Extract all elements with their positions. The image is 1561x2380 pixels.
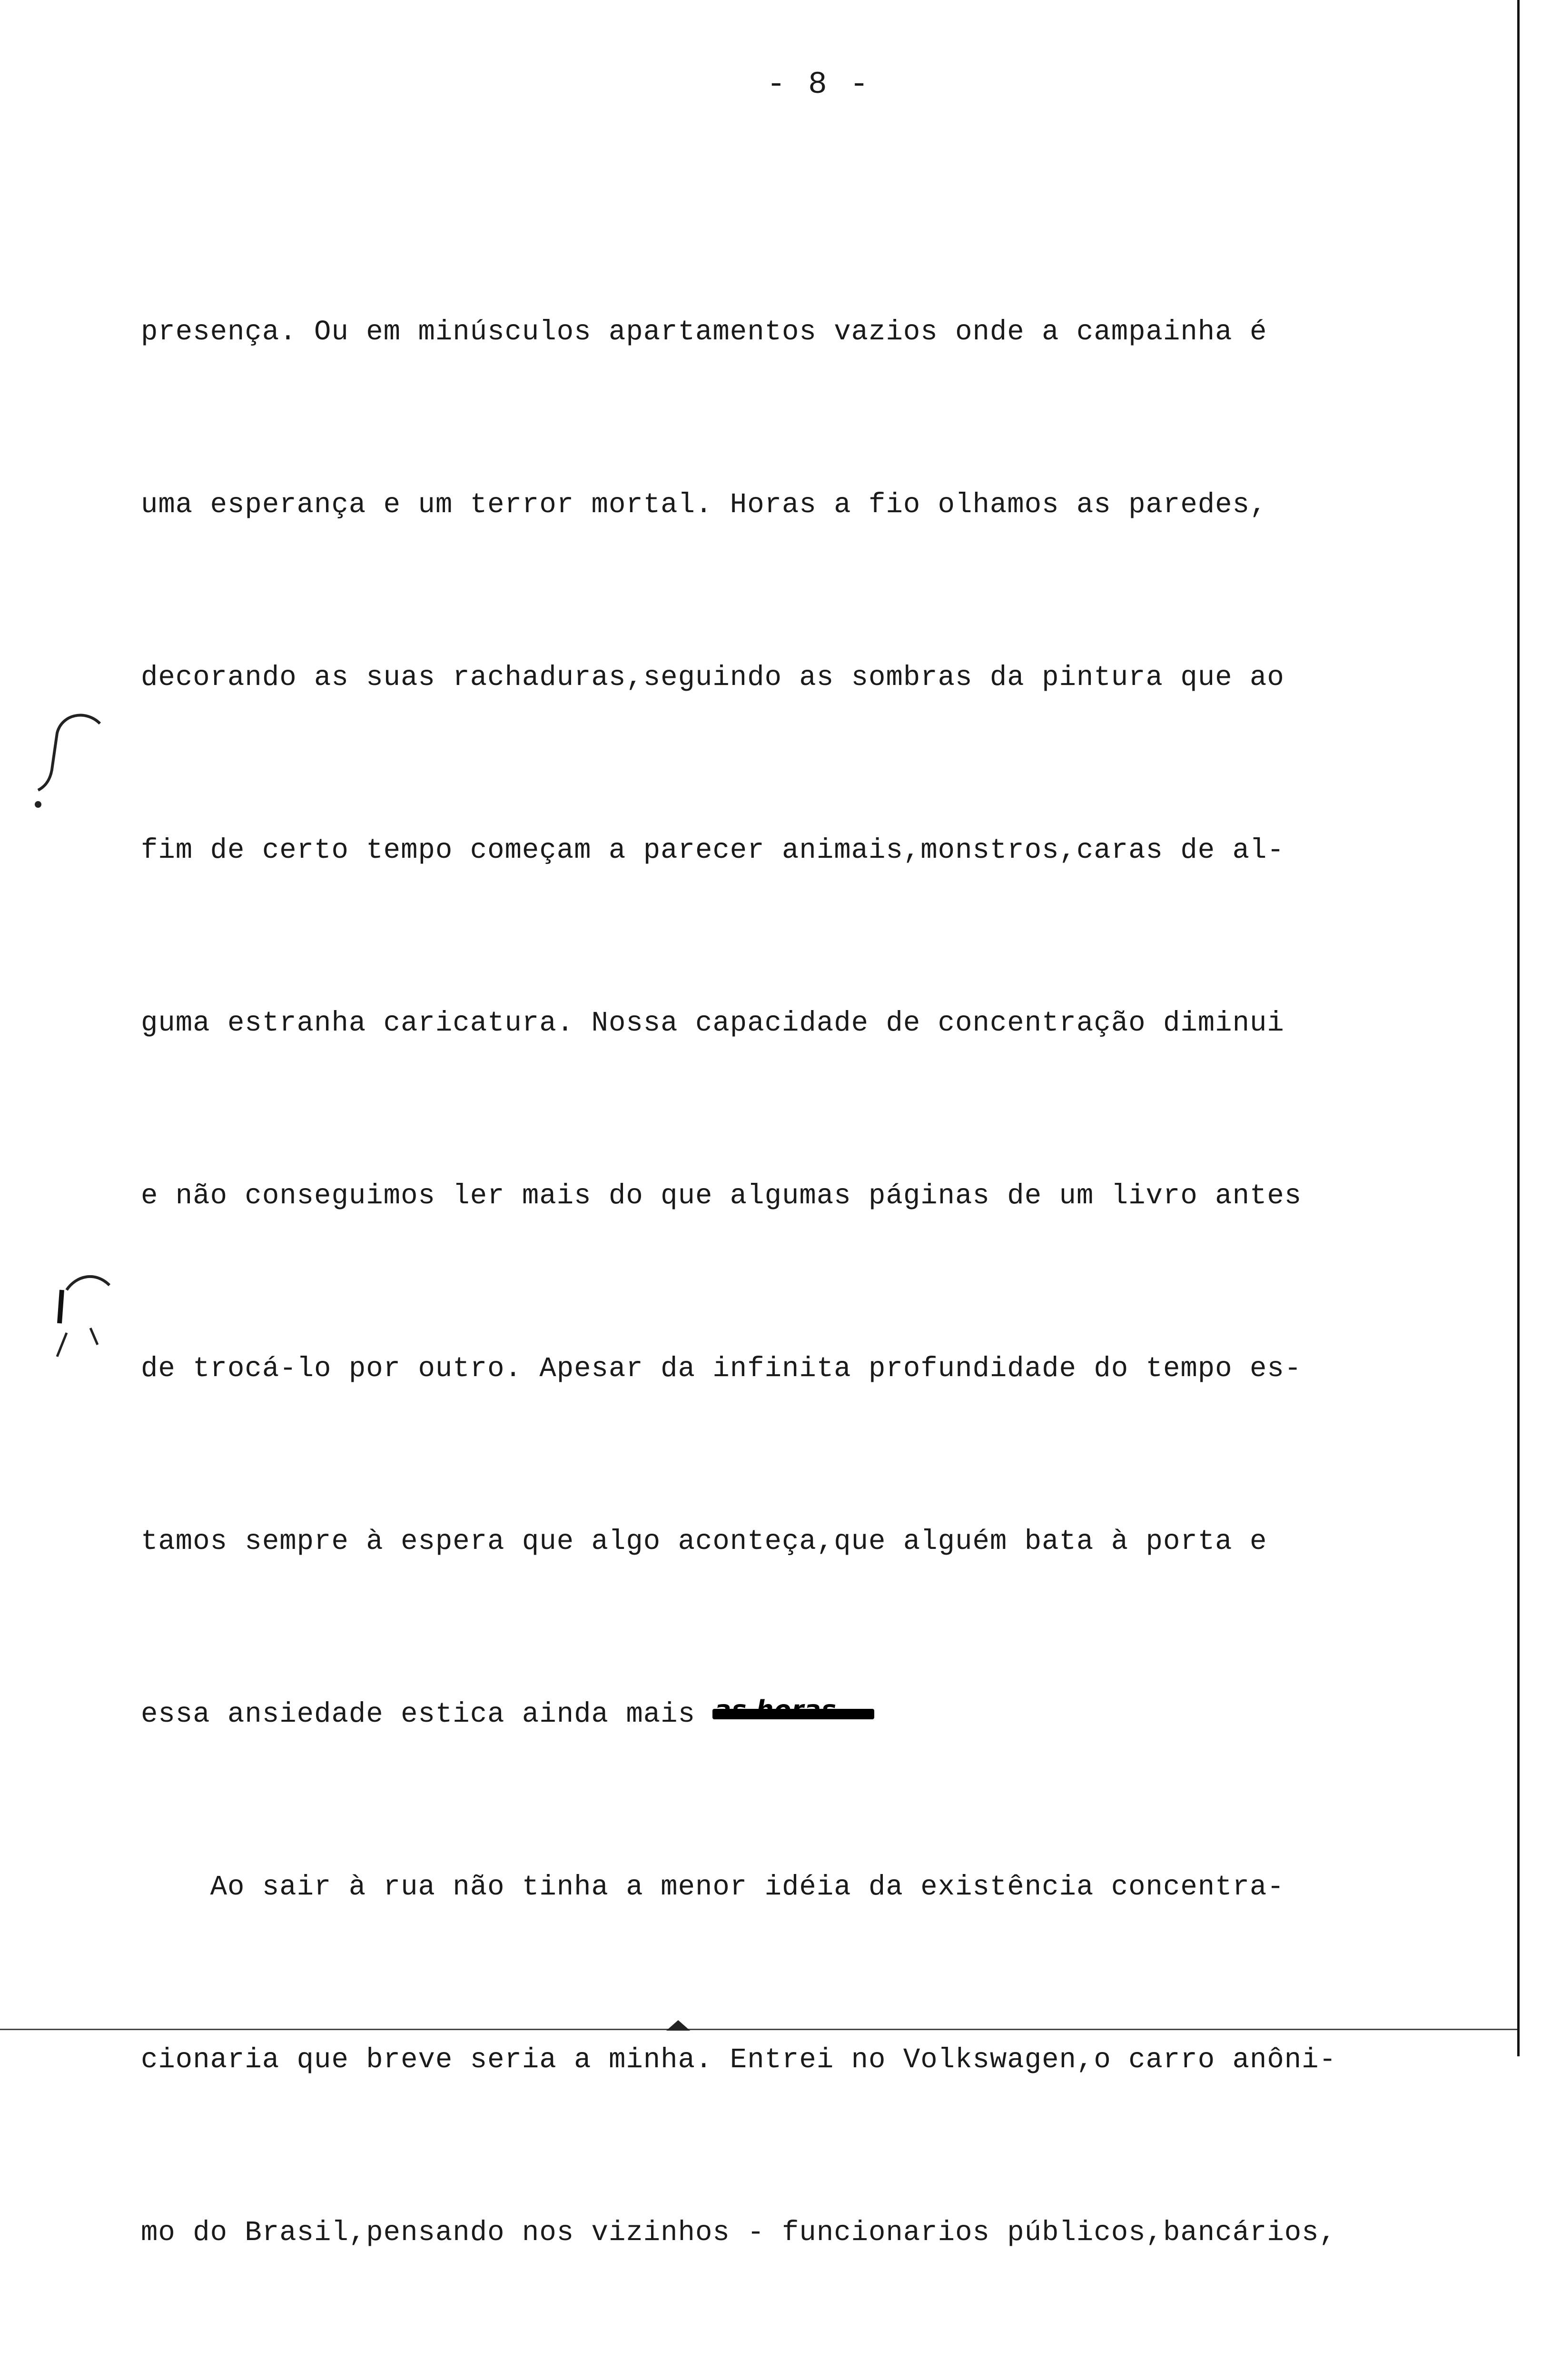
text-line: presença. Ou em minúsculos apartamentos vazios onde a campainha é bbox=[141, 316, 1267, 348]
arrow-mark-icon bbox=[664, 2016, 692, 2035]
handwritten-correction bbox=[712, 1686, 874, 1743]
text-line: uma esperança e um terror mortal. Horas a fio olhamos as paredes, bbox=[141, 489, 1267, 521]
page-number: - 8 - bbox=[766, 67, 871, 102]
text-line: mo do Brasil,pensando nos vizinhos - funcionarios públicos,bancários, bbox=[141, 2217, 1336, 2249]
text-line: e não conseguimos ler mais do que algumas páginas de um livro antes bbox=[141, 1180, 1302, 1212]
text-line: de trocá-lo por outro. Apesar da infinita profundidade do tempo es- bbox=[141, 1353, 1302, 1385]
right-edge-line bbox=[1517, 0, 1520, 2056]
text-line-edited bbox=[141, 1686, 1521, 1743]
text-line: fim de certo tempo começam a parecer animais,monstros,caras de al- bbox=[141, 834, 1284, 866]
text-line: tamos sempre à espera que algo aconteça,que alguém bata à porta e bbox=[141, 1526, 1267, 1557]
margin-bracket-icon bbox=[38, 1266, 133, 1361]
text-line: cionaria que breve seria a minha. Entrei no Volkswagen,o carro anôni- bbox=[141, 2044, 1336, 2076]
body-text bbox=[141, 188, 1521, 2380]
text-line bbox=[141, 2377, 1521, 2380]
handwritten-insertion: as horas bbox=[714, 1696, 837, 1724]
text-line: Ao sair à rua não tinha a menor idéia da existência concentra- bbox=[141, 1871, 1284, 1903]
margin-bracket-icon bbox=[29, 704, 114, 823]
bottom-edge-line bbox=[0, 2029, 1518, 2030]
text-segment: essa ansiedade estica ainda mais bbox=[141, 1698, 713, 1730]
text-line: guma estranha caricatura. Nossa capacidade de concentração diminui bbox=[141, 1007, 1284, 1039]
text-line: decorando as suas rachaduras,seguindo as sombras da pintura que ao bbox=[141, 662, 1284, 694]
